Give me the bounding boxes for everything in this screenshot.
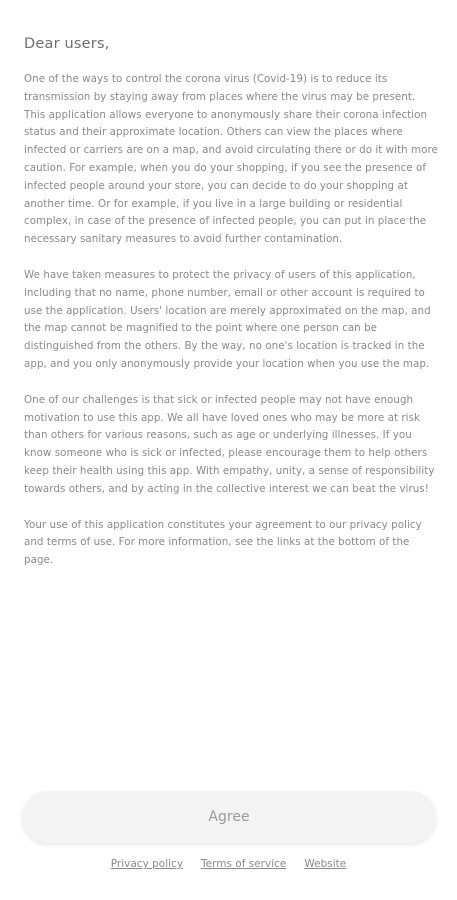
privacy-policy-link[interactable]: Privacy policy [110, 858, 184, 870]
intro-paragraph: One of the ways to control the corona virus (Covid-19) is to reduce its transmission by staying away from places where the virus may be present. This application allows everyone to anonymously share their corona infection status and their approximate location. Others can view the places where infected or carriers are on a map, and avoid circulating there or do it with more caution. For example, when you do your shopping, if you see the presence of infected people around your store, you can decide to do your shopping at another time. Or for example, if you live in a large building or residential complex, in case of the presence of infected people, you can put in place the necessary sanitary measures to avoid further contamination. [24, 73, 438, 246]
challenges-paragraph: One of our challenges is that sick or infected people may not have enough motivation to use this app. We all have loved ones who may be more at risk than others for various reasons, such as age or underlying illnesses. If you know someone who is sick or infected, please encourage them to help others keep their health using this app. With empathy, unity, a sense of responsibility towards others, and by acting in the collective interest we can beat the virus! [24, 393, 435, 495]
terms-of-service-link[interactable]: Terms of service [201, 858, 287, 870]
footer-links [0, 858, 457, 870]
agreement-paragraph: Your use of this application constitutes your agreement to our privacy policy and terms of use. For more information, see the links at the bottom of the page. [24, 518, 422, 567]
agree-button[interactable]: Agree [22, 791, 436, 843]
greeting-heading: Dear users, [24, 36, 110, 52]
website-link[interactable]: Website [304, 858, 347, 870]
intro-section [24, 36, 438, 588]
privacy-paragraph: We have taken measures to protect the privacy of users of this application, including that no name, phone number, email or other account is required to use the application. Users' location are merely approximated on the map, and the map cannot be magnified to the point where one person can be distinguished from the others. By the way, no one's location is tracked in the app, and you only anonymously provide your location when you use the map. [24, 268, 431, 370]
